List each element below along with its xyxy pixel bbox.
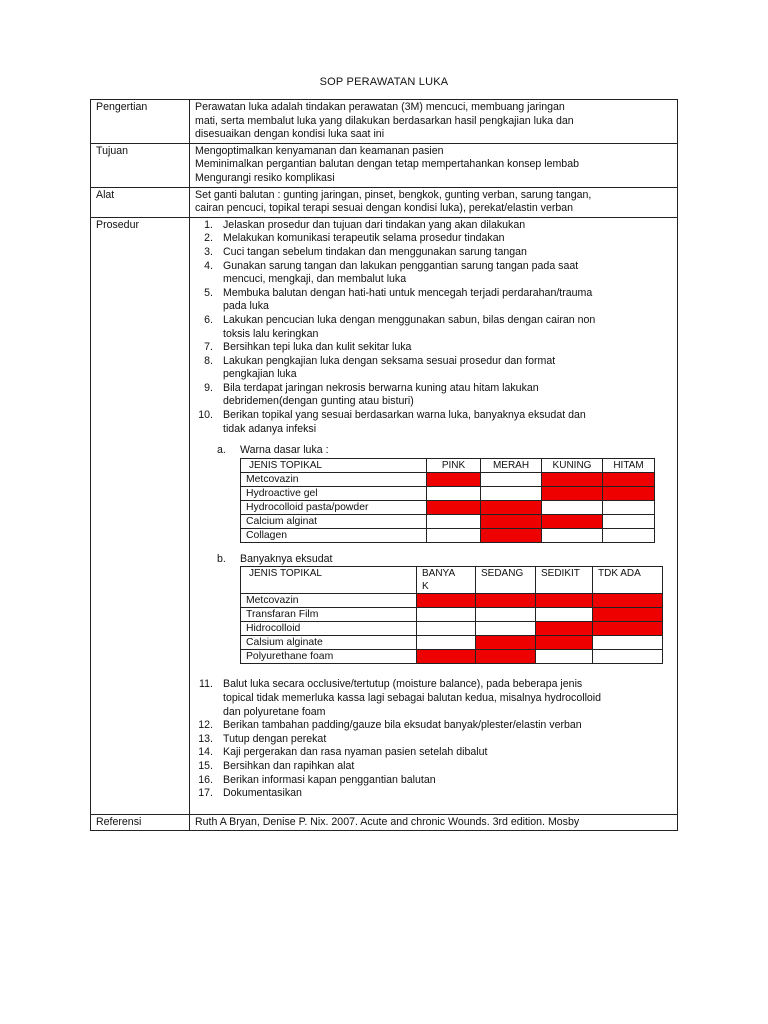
indicator-cell-empty xyxy=(603,514,655,528)
procedure-step xyxy=(195,219,672,233)
indicator-cell-filled xyxy=(481,500,542,514)
indicator-cell-filled xyxy=(542,486,603,500)
tujuan-line: Meminimalkan pergantian balutan dengan tetap mempertahankan konsep lembab xyxy=(195,158,579,171)
indicator-cell-empty xyxy=(542,528,603,542)
topical-name: Transfaran Film xyxy=(241,608,417,622)
step-number: 7. xyxy=(204,341,213,354)
table-row xyxy=(241,650,663,664)
step-text: Bersihkan tepi luka dan kulit sekitar luka xyxy=(223,341,412,354)
content-alat xyxy=(190,187,678,217)
indicator-cell-empty xyxy=(481,472,542,486)
indicator-cell-filled xyxy=(481,514,542,528)
table-header-cell xyxy=(603,458,655,472)
indicator-cell-filled xyxy=(542,514,603,528)
indicator-cell-filled xyxy=(427,472,481,486)
topical-name: Metcovazin xyxy=(241,594,417,608)
procedure-step xyxy=(195,260,672,287)
procedure-step xyxy=(195,760,672,774)
step-text: Lakukan pencucian luka dengan menggunakan sabun, bilas dengan cairan non xyxy=(223,313,596,326)
indicator-cell-filled xyxy=(536,594,593,608)
content-referensi: Ruth A Bryan, Denise P. Nix. 2007. Acute and chronic Wounds. 3rd edition. Mosby xyxy=(190,814,678,831)
procedure-step xyxy=(195,719,672,733)
step-text: mencuci, mengkaji, dan membalut luka xyxy=(223,273,407,286)
table-header-cell xyxy=(417,567,476,594)
indicator-cell-filled xyxy=(593,622,663,636)
indicator-cell-filled xyxy=(417,650,476,664)
header-text: SEDANG xyxy=(481,568,524,580)
eksudat-label xyxy=(217,552,672,567)
warna-table xyxy=(240,458,655,543)
indicator-cell-filled xyxy=(603,472,655,486)
procedure-step xyxy=(195,746,672,760)
tujuan-line: Mengurangi resiko komplikasi xyxy=(195,171,335,184)
step-number: 6. xyxy=(204,313,213,326)
step-number: 11. xyxy=(199,678,213,691)
step-text: Bila terdapat jaringan nekrosis berwarna kuning atau hitam lakukan xyxy=(223,381,539,394)
indicator-cell-empty xyxy=(593,636,663,650)
indicator-cell-empty xyxy=(593,650,663,664)
table-header-cell xyxy=(481,458,542,472)
eksudat-marker: b. xyxy=(217,552,226,565)
label-prosedur: Prosedur xyxy=(91,217,190,814)
header-text: JENIS TOPIKAL xyxy=(249,568,322,580)
indicator-cell-empty xyxy=(417,622,476,636)
alat-line: Set ganti balutan : gunting jaringan, pinset, bengkok, gunting verban, sarung tangan, xyxy=(195,188,592,201)
step-text: Kaji pergerakan dan rasa nyaman pasien setelah dibalut xyxy=(223,746,488,759)
header-text: JENIS TOPIKAL xyxy=(249,459,322,471)
step-number: 14. xyxy=(198,746,213,759)
procedure-step xyxy=(195,787,672,801)
table-header-row xyxy=(241,458,655,472)
pengertian-line: mati, serta membalut luka yang dilakukan berdasarkan hasil pengkajian luka dan xyxy=(195,114,574,127)
indicator-cell-filled xyxy=(603,486,655,500)
topical-name: Polyurethane foam xyxy=(241,650,417,664)
content-prosedur xyxy=(190,217,678,814)
indicator-cell-filled xyxy=(417,594,476,608)
row-pengertian xyxy=(91,100,678,144)
step-text: Balut luka secara occlusive/tertutup (moisture balance), pada beberapa jenis xyxy=(223,678,583,691)
row-prosedur xyxy=(91,217,678,814)
header-text: KUNING xyxy=(552,459,592,471)
procedure-step xyxy=(195,733,672,747)
table-row xyxy=(241,500,655,514)
step-number: 8. xyxy=(204,354,213,367)
procedure-step xyxy=(195,678,672,719)
header-text: SEDIKIT xyxy=(541,568,580,580)
header-text: HITAM xyxy=(613,459,644,471)
step-number: 5. xyxy=(204,286,213,299)
table-header-cell xyxy=(427,458,481,472)
header-text-wrap: K xyxy=(422,581,429,593)
warna-label xyxy=(217,444,672,458)
indicator-cell-empty xyxy=(427,486,481,500)
sop-table xyxy=(90,99,678,831)
content-tujuan xyxy=(190,143,678,187)
step-text: toksis lalu keringkan xyxy=(223,327,319,340)
step-text: Cuci tangan sebelum tindakan dan menggunakan sarung tangan xyxy=(223,245,527,258)
step-text: Membuka balutan dengan hati-hati untuk mencegah terjadi perdarahan/trauma xyxy=(223,286,593,299)
header-text: TDK ADA xyxy=(598,568,641,580)
warna-marker: a. xyxy=(217,444,226,457)
indicator-cell-filled xyxy=(476,636,536,650)
table-row xyxy=(241,636,663,650)
indicator-cell-filled xyxy=(593,594,663,608)
indicator-cell-filled xyxy=(536,636,593,650)
indicator-cell-empty xyxy=(536,608,593,622)
step-number: 15. xyxy=(198,760,213,772)
topical-name: Collagen xyxy=(241,528,427,542)
table-row xyxy=(241,472,655,486)
step-text: Bersihkan dan rapihkan alat xyxy=(223,760,355,772)
procedure-step xyxy=(195,287,672,314)
pengertian-line: Perawatan luka adalah tindakan perawatan (3M) mencuci, membuang jaringan xyxy=(195,101,565,113)
table-row xyxy=(241,594,663,608)
procedure-step xyxy=(195,246,672,260)
indicator-cell-empty xyxy=(542,500,603,514)
procedure-step xyxy=(195,382,672,409)
label-alat: Alat xyxy=(91,187,190,217)
step-text: Berikan informasi kapan penggantian balutan xyxy=(223,773,436,786)
indicator-cell-empty xyxy=(536,650,593,664)
table-header-cell xyxy=(542,458,603,472)
label-referensi: Referensi xyxy=(91,814,190,831)
procedure-step xyxy=(195,232,672,246)
indicator-cell-empty xyxy=(476,608,536,622)
step-text: Dokumentasikan xyxy=(223,787,302,800)
table-header-cell xyxy=(536,567,593,594)
table-header-cell xyxy=(241,567,417,594)
topical-name: Hydrocolloid pasta/powder xyxy=(241,500,427,514)
row-tujuan xyxy=(91,143,678,187)
table-header-cell xyxy=(476,567,536,594)
indicator-cell-empty xyxy=(417,636,476,650)
indicator-cell-empty xyxy=(603,500,655,514)
step-number: 12. xyxy=(198,719,213,732)
indicator-cell-empty xyxy=(481,486,542,500)
indicator-cell-filled xyxy=(476,650,536,664)
step-text: Jelaskan prosedur dan tujuan dari tindakan yang akan dilakukan xyxy=(223,218,526,231)
table-row xyxy=(241,608,663,622)
topical-name: Calsium alginate xyxy=(241,636,417,650)
step-text: debridemen(dengan gunting atau bisturi) xyxy=(223,395,414,408)
document-title: SOP PERAWATAN LUKA xyxy=(319,76,449,88)
topical-name: Hidrocolloid xyxy=(241,622,417,636)
step-text: pada luka xyxy=(223,300,269,313)
step-text: tidak adanya infeksi xyxy=(223,422,317,435)
eksudat-section xyxy=(195,553,672,665)
indicator-cell-filled xyxy=(427,500,481,514)
step-number: 3. xyxy=(204,245,213,258)
step-number: 17. xyxy=(198,787,213,800)
pengertian-line: disesuaikan dengan kondisi luka saat ini xyxy=(195,128,385,141)
row-referensi xyxy=(91,814,678,831)
table-header-row xyxy=(241,567,663,594)
step-number: 9. xyxy=(204,381,213,394)
procedure-step xyxy=(195,355,672,382)
step-text: dan polyuretane foam xyxy=(223,705,326,718)
header-text: MERAH xyxy=(492,459,530,471)
table-row xyxy=(241,528,655,542)
row-alat xyxy=(91,187,678,217)
step-text: pengkajian luka xyxy=(223,368,297,381)
warna-label-text: Warna dasar luka : xyxy=(240,444,329,457)
step-number: 10. xyxy=(198,409,213,422)
step-text: Tutup dengan perekat xyxy=(223,732,327,745)
indicator-cell-filled xyxy=(481,528,542,542)
step-text: Gunakan sarung tangan dan lakukan penggantian sarung tangan pada saat xyxy=(223,259,579,272)
indicator-cell-filled xyxy=(593,608,663,622)
step-text: topical tidak memerluka kassa lagi sebagai balutan kedua, misalnya hydrocolloid xyxy=(223,692,602,705)
procedure-step xyxy=(195,774,672,788)
topical-name: Metcovazin xyxy=(241,472,427,486)
label-pengertian: Pengertian xyxy=(91,100,190,144)
step-number: 13. xyxy=(198,732,213,745)
header-text: BANYA xyxy=(422,568,456,580)
table-header-cell xyxy=(241,458,427,472)
step-number: 16. xyxy=(198,773,213,786)
step-text: Melakukan komunikasi terapeutik selama prosedur tindakan xyxy=(223,232,505,245)
indicator-cell-empty xyxy=(427,528,481,542)
indicator-cell-empty xyxy=(603,528,655,542)
indicator-cell-empty xyxy=(476,622,536,636)
header-text: PINK xyxy=(441,459,466,471)
procedure-step xyxy=(195,314,672,341)
eksudat-table xyxy=(240,566,663,664)
indicator-cell-empty xyxy=(427,514,481,528)
alat-line: cairan pencuci, topikal terapi sesuai dengan kondisi luka), perekat/elastin verban xyxy=(195,202,574,215)
indicator-cell-empty xyxy=(417,608,476,622)
topical-name: Hydroactive gel xyxy=(241,486,427,500)
indicator-cell-filled xyxy=(536,622,593,636)
warna-section xyxy=(195,444,672,543)
step-number: 2. xyxy=(204,232,213,245)
tujuan-line: Mengoptimalkan kenyamanan dan keamanan pasien xyxy=(195,144,444,157)
step-text: Berikan tambahan padding/gauze bila eksudat banyak/plester/elastin verban xyxy=(223,719,582,732)
step-number: 1. xyxy=(204,218,213,231)
step-number: 4. xyxy=(204,259,213,272)
step-text: Berikan topikal yang sesuai berdasarkan warna luka, banyaknya eksudat dan xyxy=(223,409,586,422)
prosedur-steps-continued xyxy=(195,678,672,800)
indicator-cell-filled xyxy=(542,472,603,486)
eksudat-label-text: Banyaknya eksudat xyxy=(240,552,333,565)
procedure-step xyxy=(195,341,672,355)
topical-name: Calcium alginat xyxy=(241,514,427,528)
procedure-step xyxy=(195,409,672,436)
prosedur-steps xyxy=(195,219,672,437)
table-row xyxy=(241,486,655,500)
table-row xyxy=(241,622,663,636)
content-pengertian xyxy=(190,100,678,144)
table-row xyxy=(241,514,655,528)
table-header-cell xyxy=(593,567,663,594)
step-text: Lakukan pengkajian luka dengan seksama sesuai prosedur dan format xyxy=(223,354,556,367)
label-tujuan: Tujuan xyxy=(91,143,190,187)
indicator-cell-filled xyxy=(476,594,536,608)
